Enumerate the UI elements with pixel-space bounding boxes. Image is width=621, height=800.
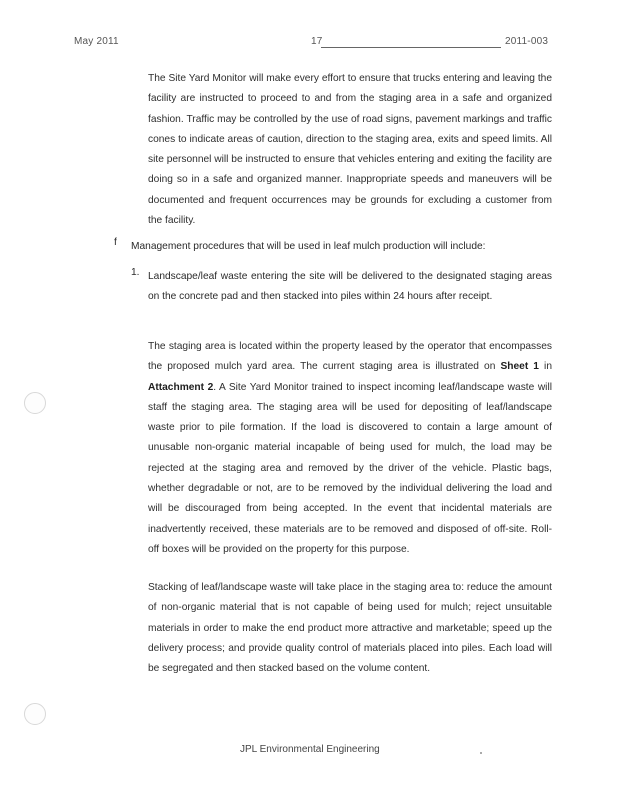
punch-hole [24, 703, 46, 725]
punch-hole [24, 392, 46, 414]
sheet-reference: Sheet 1 [500, 361, 539, 373]
list-marker-1: 1. [131, 267, 140, 278]
paragraph-stacking: Stacking of leaf/landscape waste will take place in the staging area to: reduce the amount of non-organic material that is not capable of being used for mulch; reject unsuitable materials in order to make the end product more attractive and marketable; speed up the delivery process; and provide quality control of materials placed into piles. Each load will be segregated and then stacked based on the volume content. [148, 582, 552, 675]
list-marker-f: f [114, 237, 117, 248]
paragraph-staging-text-a: The staging area is located within the property leased by the operator that encompasses the proposed mulch yard area. The current staging area is illustrated on [148, 341, 552, 373]
paragraph-staging-text-in: in [538, 361, 552, 373]
list-item-1-text: Landscape/leaf waste entering the site will be delivered to the designated staging areas on the concrete pad and then stacked into piles within 24 hours after receipt. [148, 271, 552, 303]
footer-company: JPL Environmental Engineering [240, 744, 380, 755]
paragraph-traffic: The Site Yard Monitor will make every effort to ensure that trucks entering and leaving the facility are instructed to proceed to and from the staging area in a safe and organized fashion. Traffic may be controlled by the use of road signs, pavement markings and traffic cones to indicate areas of caution, direction to the staging area, exits and speed limits. All site personnel will be instructed to ensure that vehicles entering and exiting the facility are doing so in a safe and organized manner. Inappropriate speeds and maneuvers will be documented and frequent occurrences may be grounds for excluding a customer from the facility. [148, 73, 552, 227]
paragraph-staging-area [148, 337, 552, 560]
header-page-number: 17 [311, 36, 323, 47]
attachment-reference: Attachment 2 [148, 381, 214, 393]
header-doc-number: 2011-003 [505, 36, 549, 47]
header-rule [321, 47, 501, 48]
paragraph-staging-text-b: . A Site Yard Monitor trained to inspect incoming leaf/landscape waste will staff the staging area. The staging area will be used for depositing of leaf/landscape waste prior to pile formation. If the load is discovered to contain a large amount of unusable non-organic material incapable of being used for mulch, the load may be rejected at the staging area and removed by the driver of the vehicle. Plastic bags, whether degradable or not, are to be removed by the individual delivering the load and will be discouraged from being accepted. In the event that incidental materials are inadvertently received, these materials are to be removed and disposed of off-site. Roll-off boxes will be provided on the property for this purpose. [148, 381, 552, 555]
footer-mark [480, 752, 482, 754]
list-item-f-text: Management procedures that will be used in leaf mulch production will include: [131, 241, 486, 252]
header-date: May 2011 [74, 36, 119, 47]
